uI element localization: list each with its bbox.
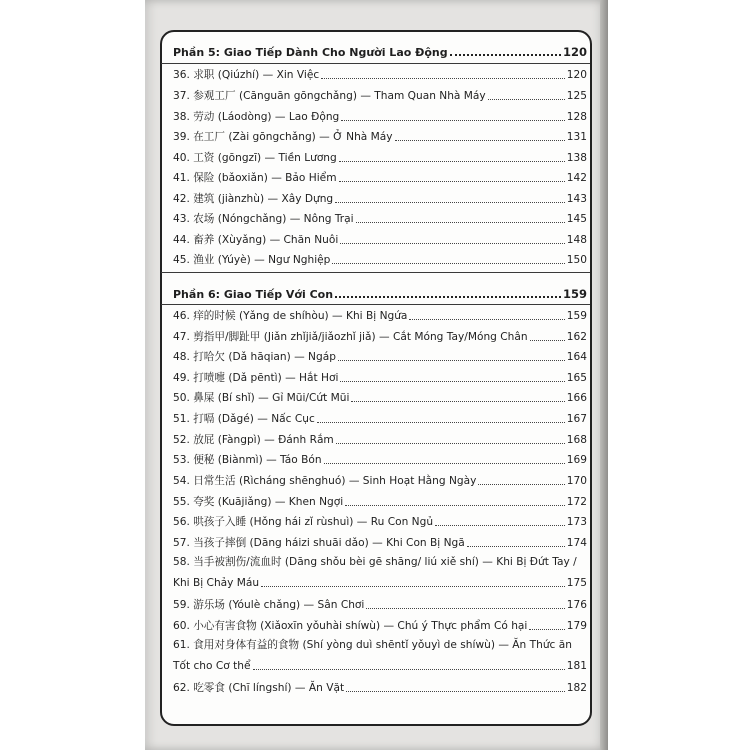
- entry-page: 125: [566, 90, 587, 102]
- entry-title: 39. 在工厂 (Zài gōngchǎng) — Ở Nhà Máy: [173, 131, 393, 143]
- dot-leader: [450, 54, 561, 56]
- toc-entry: [173, 571, 587, 590]
- toc-entry: [173, 63, 587, 82]
- dot-leader: [324, 463, 565, 464]
- dot-leader: [351, 401, 564, 402]
- dot-leader: [530, 340, 565, 341]
- dot-leader: [332, 263, 564, 264]
- entry-page: 181: [566, 660, 587, 672]
- page-edge: [600, 0, 608, 750]
- toc-entry: [173, 166, 587, 185]
- entry-title: 53. 便秘 (Biànmì) — Táo Bón: [173, 454, 322, 466]
- toc-entry: [173, 407, 587, 426]
- dot-leader: [366, 608, 564, 609]
- entry-page: 159: [566, 310, 587, 322]
- entry-page: 170: [566, 475, 587, 487]
- entry-title: 57. 当孩子摔倒 (Dāng háizi shuāi dǎo) — Khi Con Bị Ngã: [173, 537, 465, 549]
- entry-page: 166: [566, 392, 587, 404]
- entry-page: 143: [566, 193, 587, 205]
- toc-entry: [173, 84, 587, 103]
- toc-entry: [173, 248, 587, 267]
- entry-page: 162: [566, 331, 587, 343]
- entry-title: 45. 渔业 (Yúyè) — Ngư Nghiệp: [173, 254, 331, 266]
- entry-title: 40. 工资 (gōngzī) — Tiền Lương: [173, 152, 337, 164]
- dot-leader: [435, 525, 565, 526]
- dot-leader: [409, 319, 564, 320]
- entry-page: 128: [566, 111, 587, 123]
- toc-entry-first-line: 58. 当手被割伤/流血时 (Dāng shǒu bèi gē shāng/ liú xiě shí) — Khi Bị Đứt Tay /: [173, 556, 577, 568]
- entry-title: 55. 夸奖 (Kuājiǎng) — Khen Ngợi: [173, 496, 344, 508]
- dot-leader: [317, 422, 565, 423]
- toc-entry: [173, 531, 587, 550]
- entry-page: 173: [566, 516, 587, 528]
- entry-title: 41. 保险 (bǎoxiǎn) — Bảo Hiểm: [173, 172, 337, 184]
- dot-leader: [336, 443, 565, 444]
- toc-entry: [173, 304, 587, 323]
- dot-leader: [253, 669, 565, 670]
- section-page: 159: [562, 287, 587, 301]
- toc-entry: [173, 187, 587, 206]
- section-heading-part5: [173, 40, 587, 59]
- toc-entry: [173, 325, 587, 344]
- dot-leader: [335, 296, 561, 298]
- dot-leader: [340, 243, 564, 244]
- entry-page: 176: [566, 599, 587, 611]
- toc-entry: [173, 593, 587, 612]
- dot-leader: [356, 222, 565, 223]
- toc-entry: [173, 345, 587, 364]
- toc-entry: [173, 207, 587, 226]
- dot-leader: [467, 546, 565, 547]
- entry-page: 169: [566, 454, 587, 466]
- entry-page: 138: [566, 152, 587, 164]
- entry-title: 46. 痒的时候 (Yǎng de shíhòu) — Khi Bị Ngứa: [173, 310, 408, 322]
- toc-entry: [173, 228, 587, 247]
- entry-page: 120: [566, 69, 587, 81]
- dot-leader: [321, 78, 565, 79]
- toc-entry: [173, 386, 587, 405]
- entry-page: 148: [566, 234, 587, 246]
- entry-title: 48. 打哈欠 (Dǎ hāqian) — Ngáp: [173, 351, 336, 363]
- entry-title: 62. 吃零食 (Chī língshí) — Ăn Vặt: [173, 682, 345, 694]
- section-divider: [161, 272, 590, 273]
- entry-page: 164: [566, 351, 587, 363]
- entry-title: 43. 农场 (Nóngchǎng) — Nông Trại: [173, 213, 354, 225]
- entry-title-continued: Tốt cho Cơ thể: [173, 660, 251, 672]
- toc-entry: [173, 448, 587, 467]
- entry-title: 52. 放屁 (Fàngpì) — Đánh Rắm: [173, 434, 334, 446]
- entry-title: 59. 游乐场 (Yóulè chǎng) — Sân Chơi: [173, 599, 365, 611]
- entry-title: 51. 打嗝 (Dǎgé) — Nấc Cục: [173, 413, 315, 425]
- entry-title: 60. 小心有害食物 (Xiǎoxīn yǒuhài shíwù) — Chú ý Thực phẩm Có hại: [173, 620, 528, 632]
- dot-leader: [335, 202, 565, 203]
- dot-leader: [345, 505, 565, 506]
- entry-title: 44. 畜养 (Xùyǎng) — Chăn Nuôi: [173, 234, 339, 246]
- entry-title: 47. 剪指甲/脚趾甲 (Jiǎn zhǐjiǎ/jiǎozhǐ jiǎ) — Cắt Móng Tay/Móng Chân: [173, 331, 528, 343]
- entry-title: 49. 打喷嚏 (Dǎ pēntì) — Hắt Hơi: [173, 372, 339, 384]
- dot-leader: [341, 120, 565, 121]
- entry-title: 38. 劳动 (Láodòng) — Lao Động: [173, 111, 340, 123]
- entry-title: 37. 参观工厂 (Cānguān gōngchǎng) — Tham Quan Nhà Máy: [173, 90, 486, 102]
- dot-leader: [395, 140, 565, 141]
- toc-entry: [173, 614, 587, 633]
- entry-page: 168: [566, 434, 587, 446]
- toc-entry-first-line: 61. 食用对身体有益的食物 (Shí yòng duì shēntǐ yǒuyì de shíwù) — Ăn Thức ăn: [173, 639, 572, 651]
- dot-leader: [478, 484, 564, 485]
- dot-leader: [346, 691, 565, 692]
- entry-page: 172: [566, 496, 587, 508]
- entry-page: 167: [566, 413, 587, 425]
- toc-entry: [173, 428, 587, 447]
- toc-entry: [173, 469, 587, 488]
- section-title: Phần 5: Giao Tiếp Dành Cho Người Lao Động: [173, 46, 448, 59]
- dot-leader: [261, 586, 565, 587]
- entry-page: 131: [566, 131, 587, 143]
- toc-entry: [173, 676, 587, 695]
- dot-leader: [488, 99, 565, 100]
- dot-leader: [338, 360, 565, 361]
- entry-title: 36. 求职 (Qiúzhí) — Xin Việc: [173, 69, 320, 81]
- entry-page: 175: [566, 577, 587, 589]
- toc-entry: [173, 366, 587, 385]
- section-title: Phần 6: Giao Tiếp Với Con: [173, 288, 334, 301]
- dot-leader: [339, 181, 565, 182]
- entry-page: 182: [566, 682, 587, 694]
- entry-page: 174: [566, 537, 587, 549]
- entry-title: 56. 哄孩子入睡 (Hǒng hái zǐ rùshuì) — Ru Con Ngủ: [173, 516, 434, 528]
- section-page: 120: [562, 45, 587, 59]
- entry-title: 50. 鼻屎 (Bí shǐ) — Gỉ Mũi/Cứt Mũi: [173, 392, 350, 404]
- entry-title: 42. 建筑 (jiànzhù) — Xây Dựng: [173, 193, 334, 205]
- toc-entry: [173, 510, 587, 529]
- entry-title-continued: Khi Bị Chảy Máu: [173, 577, 260, 589]
- entry-page: 142: [566, 172, 587, 184]
- dot-leader: [529, 629, 564, 630]
- entry-title: 54. 日常生活 (Rìcháng shēnghuó) — Sinh Hoạt Hằng Ngày: [173, 475, 477, 487]
- entry-page: 150: [566, 254, 587, 266]
- entry-page: 179: [566, 620, 587, 632]
- dot-leader: [339, 161, 565, 162]
- toc-entry: [173, 490, 587, 509]
- dot-leader: [340, 381, 564, 382]
- toc-entry: [173, 125, 587, 144]
- entry-page: 145: [566, 213, 587, 225]
- toc-entry: [173, 105, 587, 124]
- section-heading-part6: [173, 282, 587, 301]
- entry-page: 165: [566, 372, 587, 384]
- toc-entry: [173, 654, 587, 673]
- toc-entry: [173, 146, 587, 165]
